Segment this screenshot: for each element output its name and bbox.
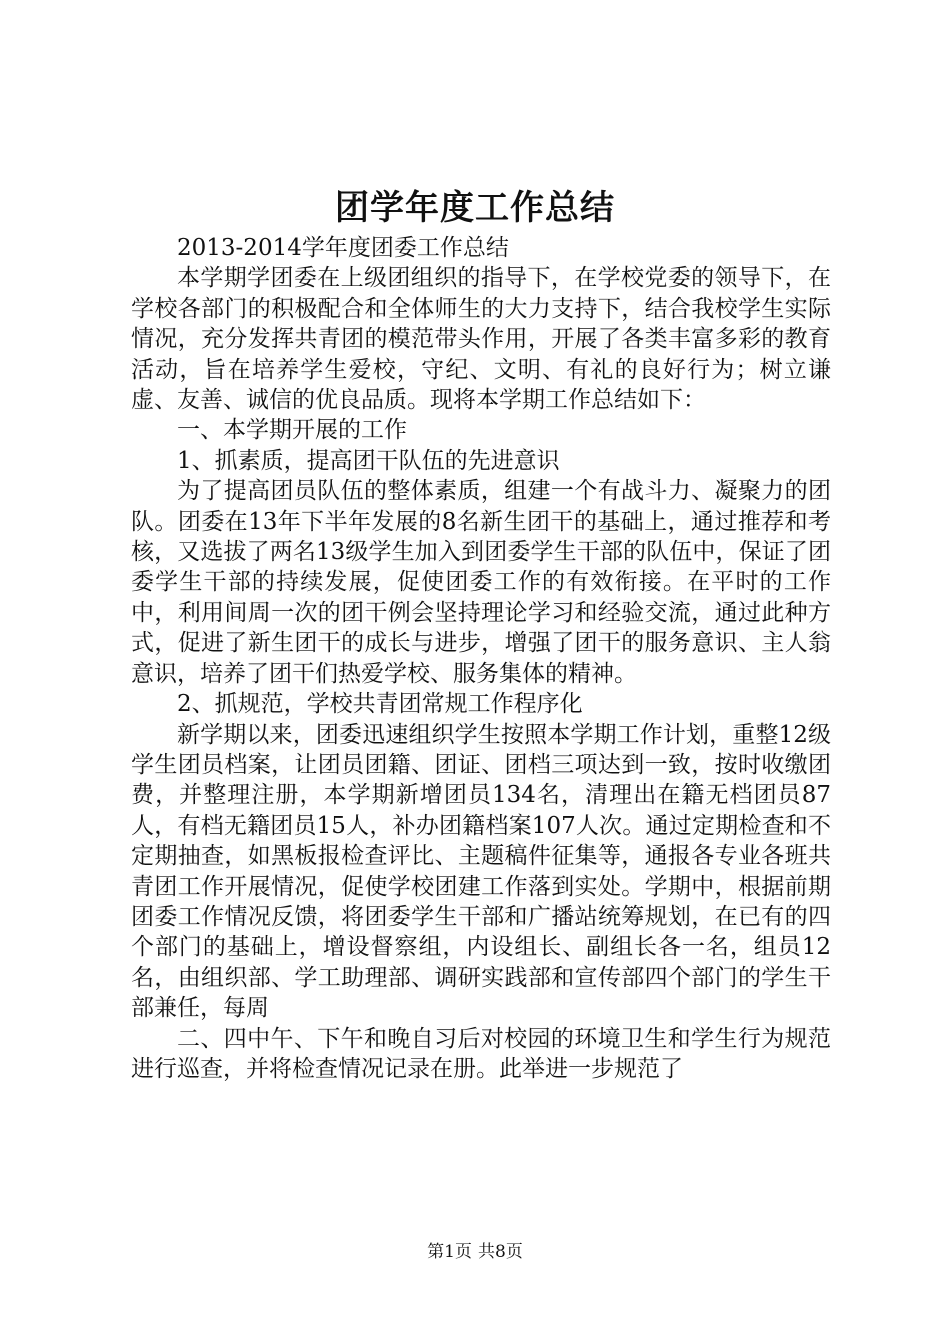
page-footer bbox=[0, 1240, 950, 1264]
page-number: 第1页 bbox=[427, 1242, 472, 1262]
section-heading: 一、本学期开展的工作 bbox=[177, 417, 407, 444]
subtitle-paragraph: 2013-2014学年度团委工作总结 bbox=[177, 235, 509, 261]
body-paragraph: 新学期以来，团委迅速组织学生按照本学期工作计划，重整12级学生团员档案，让团员团籍、团证、团档三项达到一致，按时收缴团费，并整理注册，本学期新增团员134名，清理出在籍无档团员87人，有档无籍团员15人，补办团籍档案107人次。通过定期检查和不定期抽查，如黑板报检查评比、主题稿件征集等，通报各专业各班共青团工作开展情况，促使学校团建工作落到实处。学期中，根据前期团委工作情况反馈，将团委学生干部和广播站统筹规划，在已有的四个部门的基础上，增设督察组，内设组长、副组长各一名，组员12名，由组织部、学工助理部、调研实践部和宣传部四个部门的学生干部兼任，每周 bbox=[131, 721, 831, 1022]
subsection-heading: 1、抓素质，提高团干队伍的先进意识 bbox=[177, 447, 560, 474]
intro-paragraph: 本学期学团委在上级团组织的指导下，在学校党委的领导下，在学校各部门的积极配合和全体师生的大力支持下，结合我校学生实际情况，充分发挥共青团的模范带头作用，开展了各类丰富多彩的教育活动，旨在培养学生爱校，守纪、文明、有礼的良好行为；树立谦虚、友善、诚信的优良品质。现将本学期工作总结如下： bbox=[131, 265, 831, 414]
body-paragraph: 二、四中午、下午和晚自习后对校园的环境卫生和学生行为规范进行巡查，并将检查情况记录在册。此举进一步规范了 bbox=[131, 1025, 831, 1082]
page-total: 共8页 bbox=[478, 1242, 523, 1262]
subsection-heading: 2、抓规范，学校共青团常规工作程序化 bbox=[177, 691, 583, 718]
document-body bbox=[131, 233, 831, 1084]
document-title: 团学年度工作总结 bbox=[335, 188, 615, 228]
body-paragraph: 为了提高团员队伍的整体素质，组建一个有战斗力、凝聚力的团队。团委在13年下半年发展的8名新生团干的基础上，通过推荐和考核，又选拔了两名13级学生加入到团委学生干部的队伍中，保证了团委学生干部的持续发展，促使团委工作的有效衔接。在平时的工作中，利用间周一次的团干例会坚持理论学习和经验交流，通过此种方式，促进了新生团干的成长与进步，增强了团干的服务意识、主人翁意识，培养了团干们热爱学校、服务集体的精神。 bbox=[131, 478, 831, 687]
